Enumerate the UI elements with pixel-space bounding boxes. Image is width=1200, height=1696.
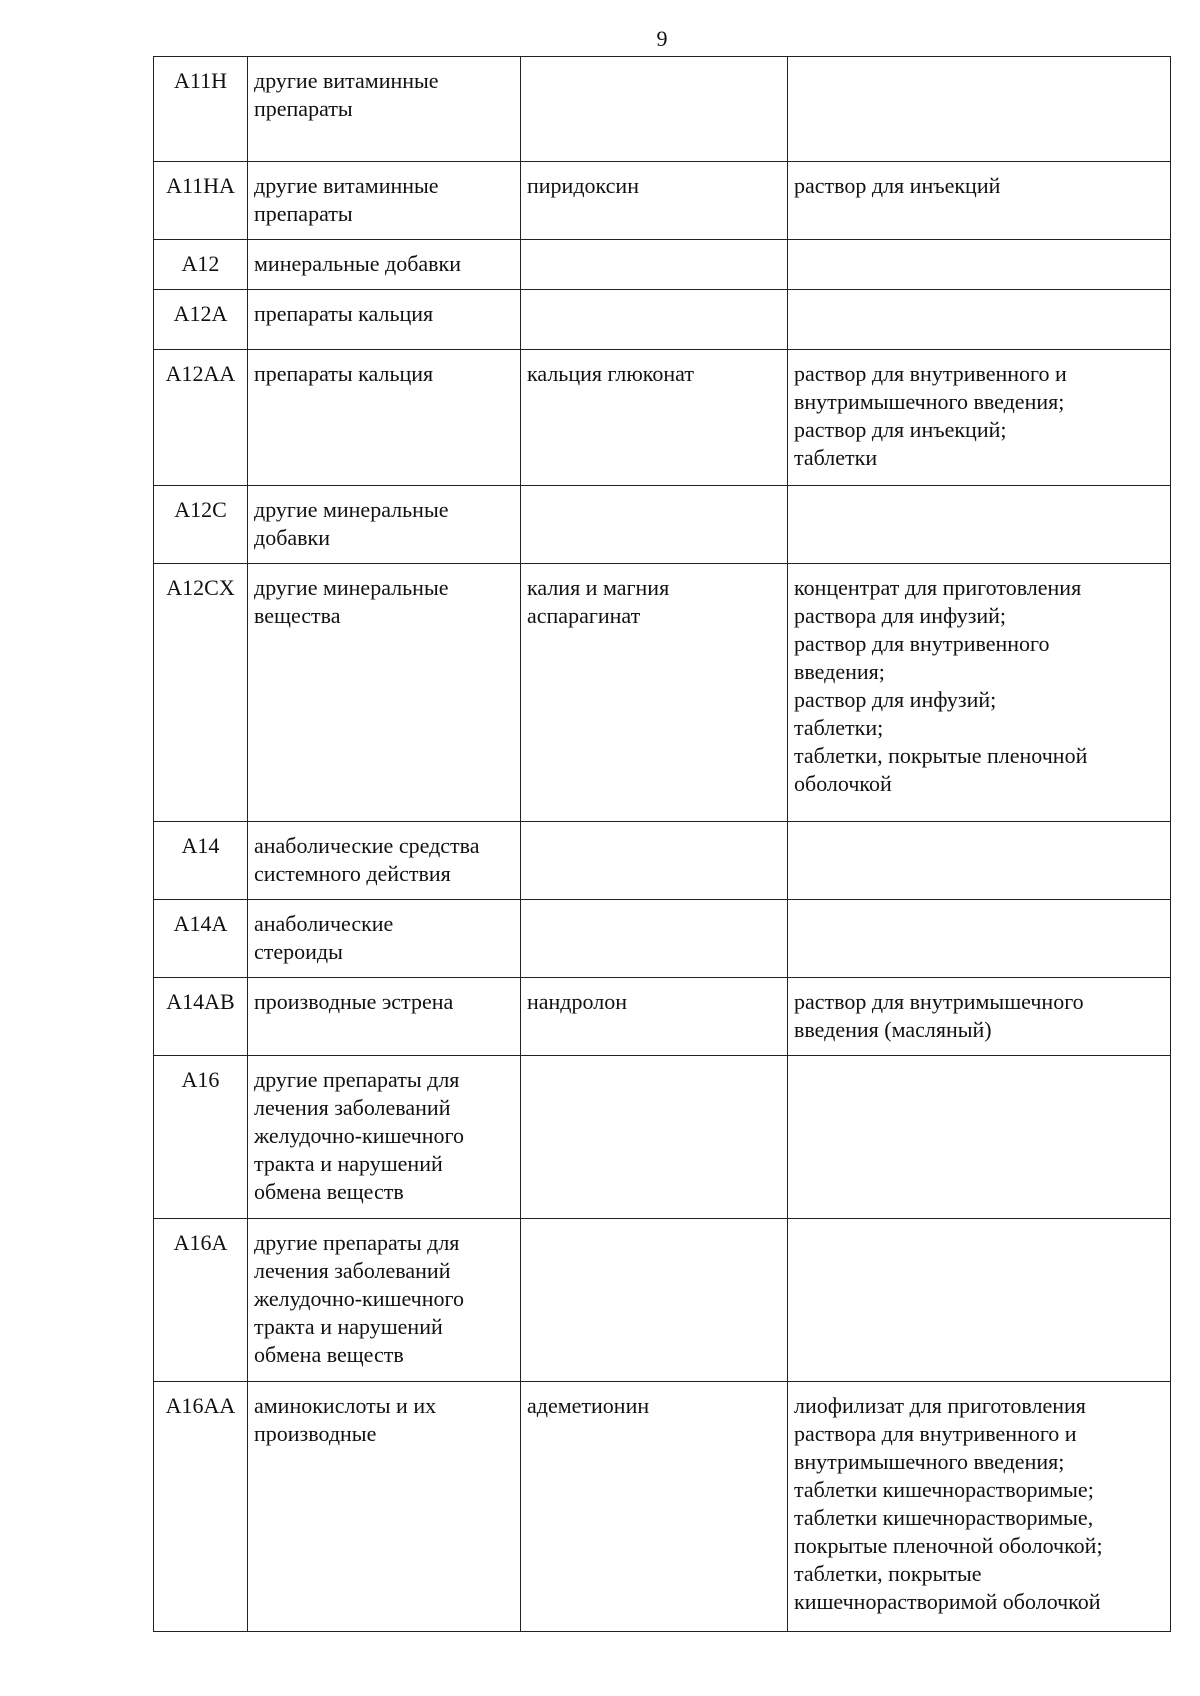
code-cell: A16 [154,1056,248,1219]
group-cell-line: другие минеральные [254,497,449,522]
table-row [154,900,1171,978]
substance-cell [521,1219,788,1382]
forms-cell [788,1382,1171,1632]
group-cell-line: производные эстрена [254,989,454,1014]
forms-cell [788,162,1171,240]
group-cell-line: другие препараты для [254,1067,460,1092]
group-cell-line: производные [254,1421,377,1446]
group-cell [248,1219,521,1382]
group-cell-line: препараты кальция [254,301,434,326]
group-cell [248,1056,521,1219]
group-cell-line: обмена веществ [254,1342,404,1367]
substance-cell [521,1382,788,1632]
group-cell [248,564,521,822]
forms-cell [788,240,1171,290]
forms-cell [788,350,1171,486]
group-cell [248,978,521,1056]
group-cell [248,240,521,290]
substance-cell-line: пиридоксин [527,173,639,198]
code-cell: A11HA [154,162,248,240]
table-row [154,822,1171,900]
code-cell: A16A [154,1219,248,1382]
forms-cell-line: таблетки; [794,715,884,740]
substance-cell-line: кальция глюконат [527,361,694,386]
code-cell: A14 [154,822,248,900]
forms-cell-line: раствор для инфузий; [794,687,997,712]
substance-cell-line: аспарагинат [527,603,641,628]
forms-cell-line: раствор для инъекций; [794,417,1007,442]
group-cell-line: препараты [254,201,353,226]
forms-cell-line: раствор для внутривенного и [794,361,1067,386]
group-cell-line: тракта и нарушений [254,1314,443,1339]
group-cell-line: препараты кальция [254,361,434,386]
code-cell: A12C [154,486,248,564]
group-cell-line: другие минеральные [254,575,449,600]
group-cell-line: другие витаминные [254,68,439,93]
table-row [154,486,1171,564]
table-row [154,350,1171,486]
substance-cell [521,564,788,822]
table-row [154,240,1171,290]
group-cell [248,486,521,564]
group-cell-line: минеральные добавки [254,251,462,276]
forms-cell [788,978,1171,1056]
group-cell [248,57,521,162]
forms-cell-line: кишечнорастворимой оболочкой [794,1589,1101,1614]
group-cell [248,1382,521,1632]
table-row [154,978,1171,1056]
group-cell [248,900,521,978]
group-cell-line: вещества [254,603,341,628]
substance-cell-line: нандролон [527,989,627,1014]
forms-cell-line: раствор для внутримышечного [794,989,1084,1014]
substance-cell [521,486,788,564]
substance-cell [521,162,788,240]
table-row [154,290,1171,350]
substance-cell [521,978,788,1056]
code-cell: A11H [154,57,248,162]
substance-cell [521,822,788,900]
code-cell: A12 [154,240,248,290]
code-cell: A12CX [154,564,248,822]
page-number: 9 [656,26,668,51]
table-row [154,564,1171,822]
forms-cell-line: внутримышечного введения; [794,389,1065,414]
group-cell-line: препараты [254,96,353,121]
table-row [154,1382,1171,1632]
substance-cell [521,240,788,290]
forms-cell-line: таблетки кишечнорастворимые, [794,1505,1094,1530]
forms-cell [788,57,1171,162]
group-cell [248,822,521,900]
forms-cell-line: таблетки, покрытые пленочной [794,743,1088,768]
table-row [154,1219,1171,1382]
group-cell-line: стероиды [254,939,343,964]
forms-cell [788,822,1171,900]
forms-cell-line: оболочкой [794,771,892,796]
table-row [154,1056,1171,1219]
code-cell: A16AA [154,1382,248,1632]
forms-cell-line: лиофилизат для приготовления [794,1393,1086,1418]
group-cell [248,350,521,486]
group-cell-line: желудочно-кишечного [254,1123,464,1148]
forms-cell [788,900,1171,978]
substance-cell [521,57,788,162]
substance-cell-line: калия и магния [527,575,670,600]
substance-cell [521,350,788,486]
table-row [154,162,1171,240]
forms-cell-line: таблетки, покрытые [794,1561,982,1586]
forms-cell-line: таблетки [794,445,878,470]
code-cell: A14A [154,900,248,978]
forms-cell [788,290,1171,350]
group-cell-line: тракта и нарушений [254,1151,443,1176]
group-cell [248,162,521,240]
forms-cell-line: концентрат для приготовления [794,575,1082,600]
forms-cell-line: раствора для внутривенного и [794,1421,1077,1446]
forms-cell [788,486,1171,564]
forms-cell-line: таблетки кишечнорастворимые; [794,1477,1094,1502]
group-cell-line: другие витаминные [254,173,439,198]
group-cell-line: лечения заболеваний [254,1258,451,1283]
group-cell-line: анаболические [254,911,394,936]
drug-classification-table [153,56,1171,1632]
forms-cell [788,564,1171,822]
group-cell [248,290,521,350]
code-cell: A12AA [154,350,248,486]
forms-cell [788,1056,1171,1219]
substance-cell [521,290,788,350]
group-cell-line: анаболические средства [254,833,480,858]
group-cell-line: желудочно-кишечного [254,1286,464,1311]
forms-cell-line: покрытые пленочной оболочкой; [794,1533,1103,1558]
table-row [154,57,1171,162]
forms-cell-line: раствор для внутривенного [794,631,1050,656]
forms-cell [788,1219,1171,1382]
forms-cell-line: введения (масляный) [794,1017,992,1042]
substance-cell [521,900,788,978]
group-cell-line: лечения заболеваний [254,1095,451,1120]
code-cell: A14AB [154,978,248,1056]
forms-cell-line: внутримышечного введения; [794,1449,1065,1474]
forms-cell-line: введения; [794,659,885,684]
group-cell-line: аминокислоты и их [254,1393,437,1418]
group-cell-line: системного действия [254,861,451,886]
substance-cell [521,1056,788,1219]
group-cell-line: другие препараты для [254,1230,460,1255]
forms-cell-line: раствора для инфузий; [794,603,1007,628]
code-cell: A12A [154,290,248,350]
group-cell-line: добавки [254,525,331,550]
group-cell-line: обмена веществ [254,1179,404,1204]
substance-cell-line: адеметионин [527,1393,650,1418]
forms-cell-line: раствор для инъекций [794,173,1001,198]
